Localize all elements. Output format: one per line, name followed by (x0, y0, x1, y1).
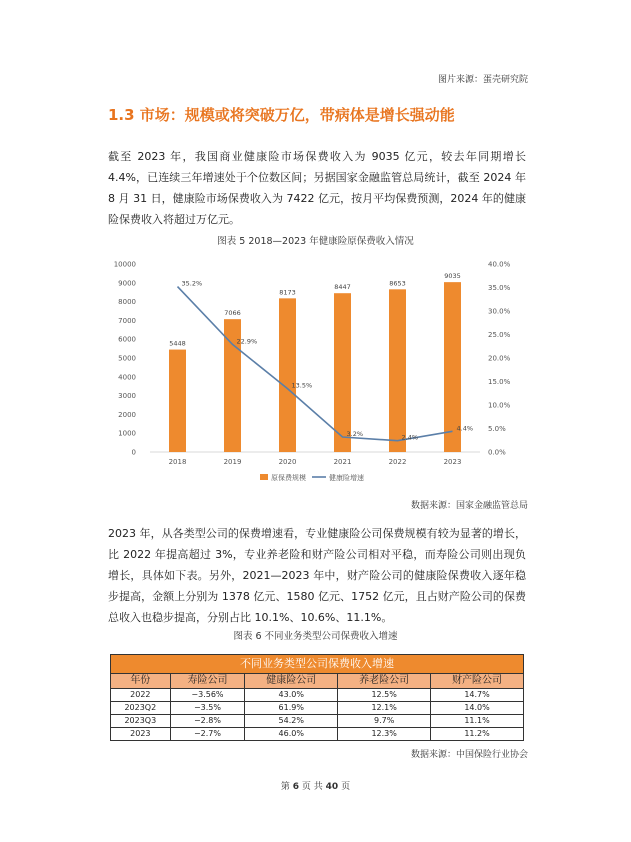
growth-table (110, 654, 524, 741)
left-tick-label: 6000 (118, 335, 136, 344)
table-cell: 14.7% (431, 689, 524, 702)
bar-value-label: 8447 (334, 283, 351, 292)
right-tick-label: 35.0% (488, 284, 511, 292)
left-tick-label: 2000 (118, 410, 136, 419)
table-title: 不同业务类型公司保费收入增速 (111, 655, 524, 674)
table-title-row (111, 655, 524, 674)
paragraph-market-size: 截至 2023 年，我国商业健康险市场保费收入为 9035 亿元，较去年同期增长 4.4%，已连续三年增速处于个位数区间；另据国家金融监管总局统计，截至 2024 年 8 月 31 日，健康险市场保费收入为 7422 亿元，按月平均保费预测，2024 年的健康险保费收入将超过万亿元。 (108, 150, 526, 226)
left-tick-label: 1000 (118, 429, 136, 438)
footer-suffix: 页 (341, 782, 351, 792)
table-cell: 2023 (111, 728, 171, 741)
left-axis (114, 261, 136, 457)
bar-value-label: 7066 (224, 309, 241, 318)
table-cell: 61.9% (245, 702, 338, 715)
line-value-label: 2.4% (401, 433, 419, 442)
chart-data-source: 数据来源：国家金融监管总局 (410, 501, 528, 511)
table-row (111, 689, 524, 702)
left-tick-label: 10000 (113, 260, 136, 269)
image-source-note: 图片来源：蛋壳研究院 (437, 75, 528, 85)
line-value-label: 4.4% (456, 424, 474, 433)
header-property: 财产险公司 (431, 674, 524, 689)
table-cell: 2023Q3 (111, 715, 171, 728)
table-row (111, 715, 524, 728)
line-value-label: 13.5% (291, 381, 313, 390)
bar (279, 298, 296, 452)
section-title: 1.3 市场：规模或将突破万亿，带病体是增长强动能 (108, 106, 455, 124)
table-cell: 12.1% (338, 702, 431, 715)
x-tick-label: 2021 (333, 458, 352, 466)
header-health: 健康险公司 (245, 674, 338, 689)
footer-prefix: 第 (280, 782, 290, 792)
table-data-source: 数据来源：中国保险行业协会 (410, 750, 528, 760)
header-pension: 养老险公司 (338, 674, 431, 689)
table-row (111, 728, 524, 741)
left-tick-label: 0 (131, 448, 136, 457)
table-cell: 2022 (111, 689, 171, 702)
table-cell: 11.1% (431, 715, 524, 728)
right-tick-label: 15.0% (488, 378, 511, 386)
table-cell: 2023Q2 (111, 702, 171, 715)
page-number: 6 (292, 782, 300, 792)
left-tick-label: 8000 (118, 298, 136, 307)
bar (389, 289, 406, 452)
bar-labels (169, 272, 461, 347)
x-tick-label: 2019 (223, 458, 242, 466)
left-tick-label: 9000 (118, 279, 136, 288)
table-header-row (111, 674, 524, 689)
table-caption: 图表 6 不同业务类型公司保费收入增速 (233, 631, 398, 642)
line-value-label: 22.9% (236, 337, 258, 346)
table-cell: 43.0% (245, 689, 338, 702)
x-axis (169, 458, 462, 466)
line-value-label: 3.2% (346, 429, 364, 438)
bar (169, 350, 186, 452)
line-value-label: 35.2% (181, 279, 203, 288)
x-tick-label: 2022 (388, 458, 407, 466)
bar-series (169, 279, 461, 452)
footer-mid: 页 共 (301, 782, 323, 792)
x-tick-label: 2020 (278, 458, 297, 466)
x-tick-label: 2023 (443, 458, 462, 466)
right-tick-label: 20.0% (488, 354, 511, 363)
table-cell: 11.2% (431, 728, 524, 741)
page-footer (0, 779, 631, 792)
table-cell: −2.7% (170, 728, 245, 741)
right-tick-label: 40.0% (488, 260, 511, 269)
right-tick-label: 10.0% (488, 401, 511, 410)
table-cell: −2.8% (170, 715, 245, 728)
left-tick-label: 7000 (118, 316, 136, 325)
page-total: 40 (325, 782, 339, 792)
x-tick-label: 2018 (168, 458, 187, 466)
table-cell: 12.5% (338, 689, 431, 702)
right-tick-label: 25.0% (488, 331, 511, 339)
left-tick-label: 3000 (118, 392, 136, 401)
chart-legend (260, 473, 364, 482)
left-tick-label: 4000 (118, 373, 136, 382)
table-cell: 54.2% (245, 715, 338, 728)
table-row (111, 702, 524, 715)
table-cell: −3.56% (170, 689, 245, 702)
right-axis (488, 261, 511, 457)
table-cell: 46.0% (245, 728, 338, 741)
chart-caption: 图表 5 2018—2023 年健康险原保费收入情况 (217, 236, 414, 247)
legend-line-label: 健康险增速 (329, 474, 364, 482)
bar-value-label: 8173 (279, 288, 296, 297)
bar (334, 293, 351, 452)
premium-income-chart (100, 252, 530, 492)
bar-value-label: 9035 (444, 272, 461, 281)
right-tick-label: 5.0% (488, 425, 506, 433)
right-tick-label: 0.0% (488, 448, 506, 457)
growth-line (178, 287, 453, 441)
paragraph-company-types: 2023 年，从各类型公司的保费增速看，专业健康险公司保费规模有较为显著的增长，比 2022 年提高超过 3%，专业养老险和财产险公司相对平稳，而寿险公司则出现负增长，具体如下表。另外，2021—2023 年中，财产险公司的健康险保费收入逐年稳步提高，金额上分别为 1378 亿元、1580 亿元、1752 亿元，且占财产险公司的保费总收入也稳步提高，分别占比 10.1%、10.6%、11.1%。 (108, 527, 526, 624)
table-cell: 9.7% (338, 715, 431, 728)
table-cell: 12.3% (338, 728, 431, 741)
header-year: 年份 (111, 674, 171, 689)
table-cell: 14.0% (431, 702, 524, 715)
legend-bar-label: 原保费规模 (271, 474, 306, 482)
table-cell: −3.5% (170, 702, 245, 715)
header-life: 寿险公司 (170, 674, 245, 689)
bar-value-label: 5448 (169, 339, 186, 348)
legend-bar-swatch (260, 474, 268, 480)
left-tick-label: 5000 (118, 354, 136, 363)
bar-value-label: 8653 (389, 279, 406, 288)
right-tick-label: 30.0% (488, 307, 511, 316)
